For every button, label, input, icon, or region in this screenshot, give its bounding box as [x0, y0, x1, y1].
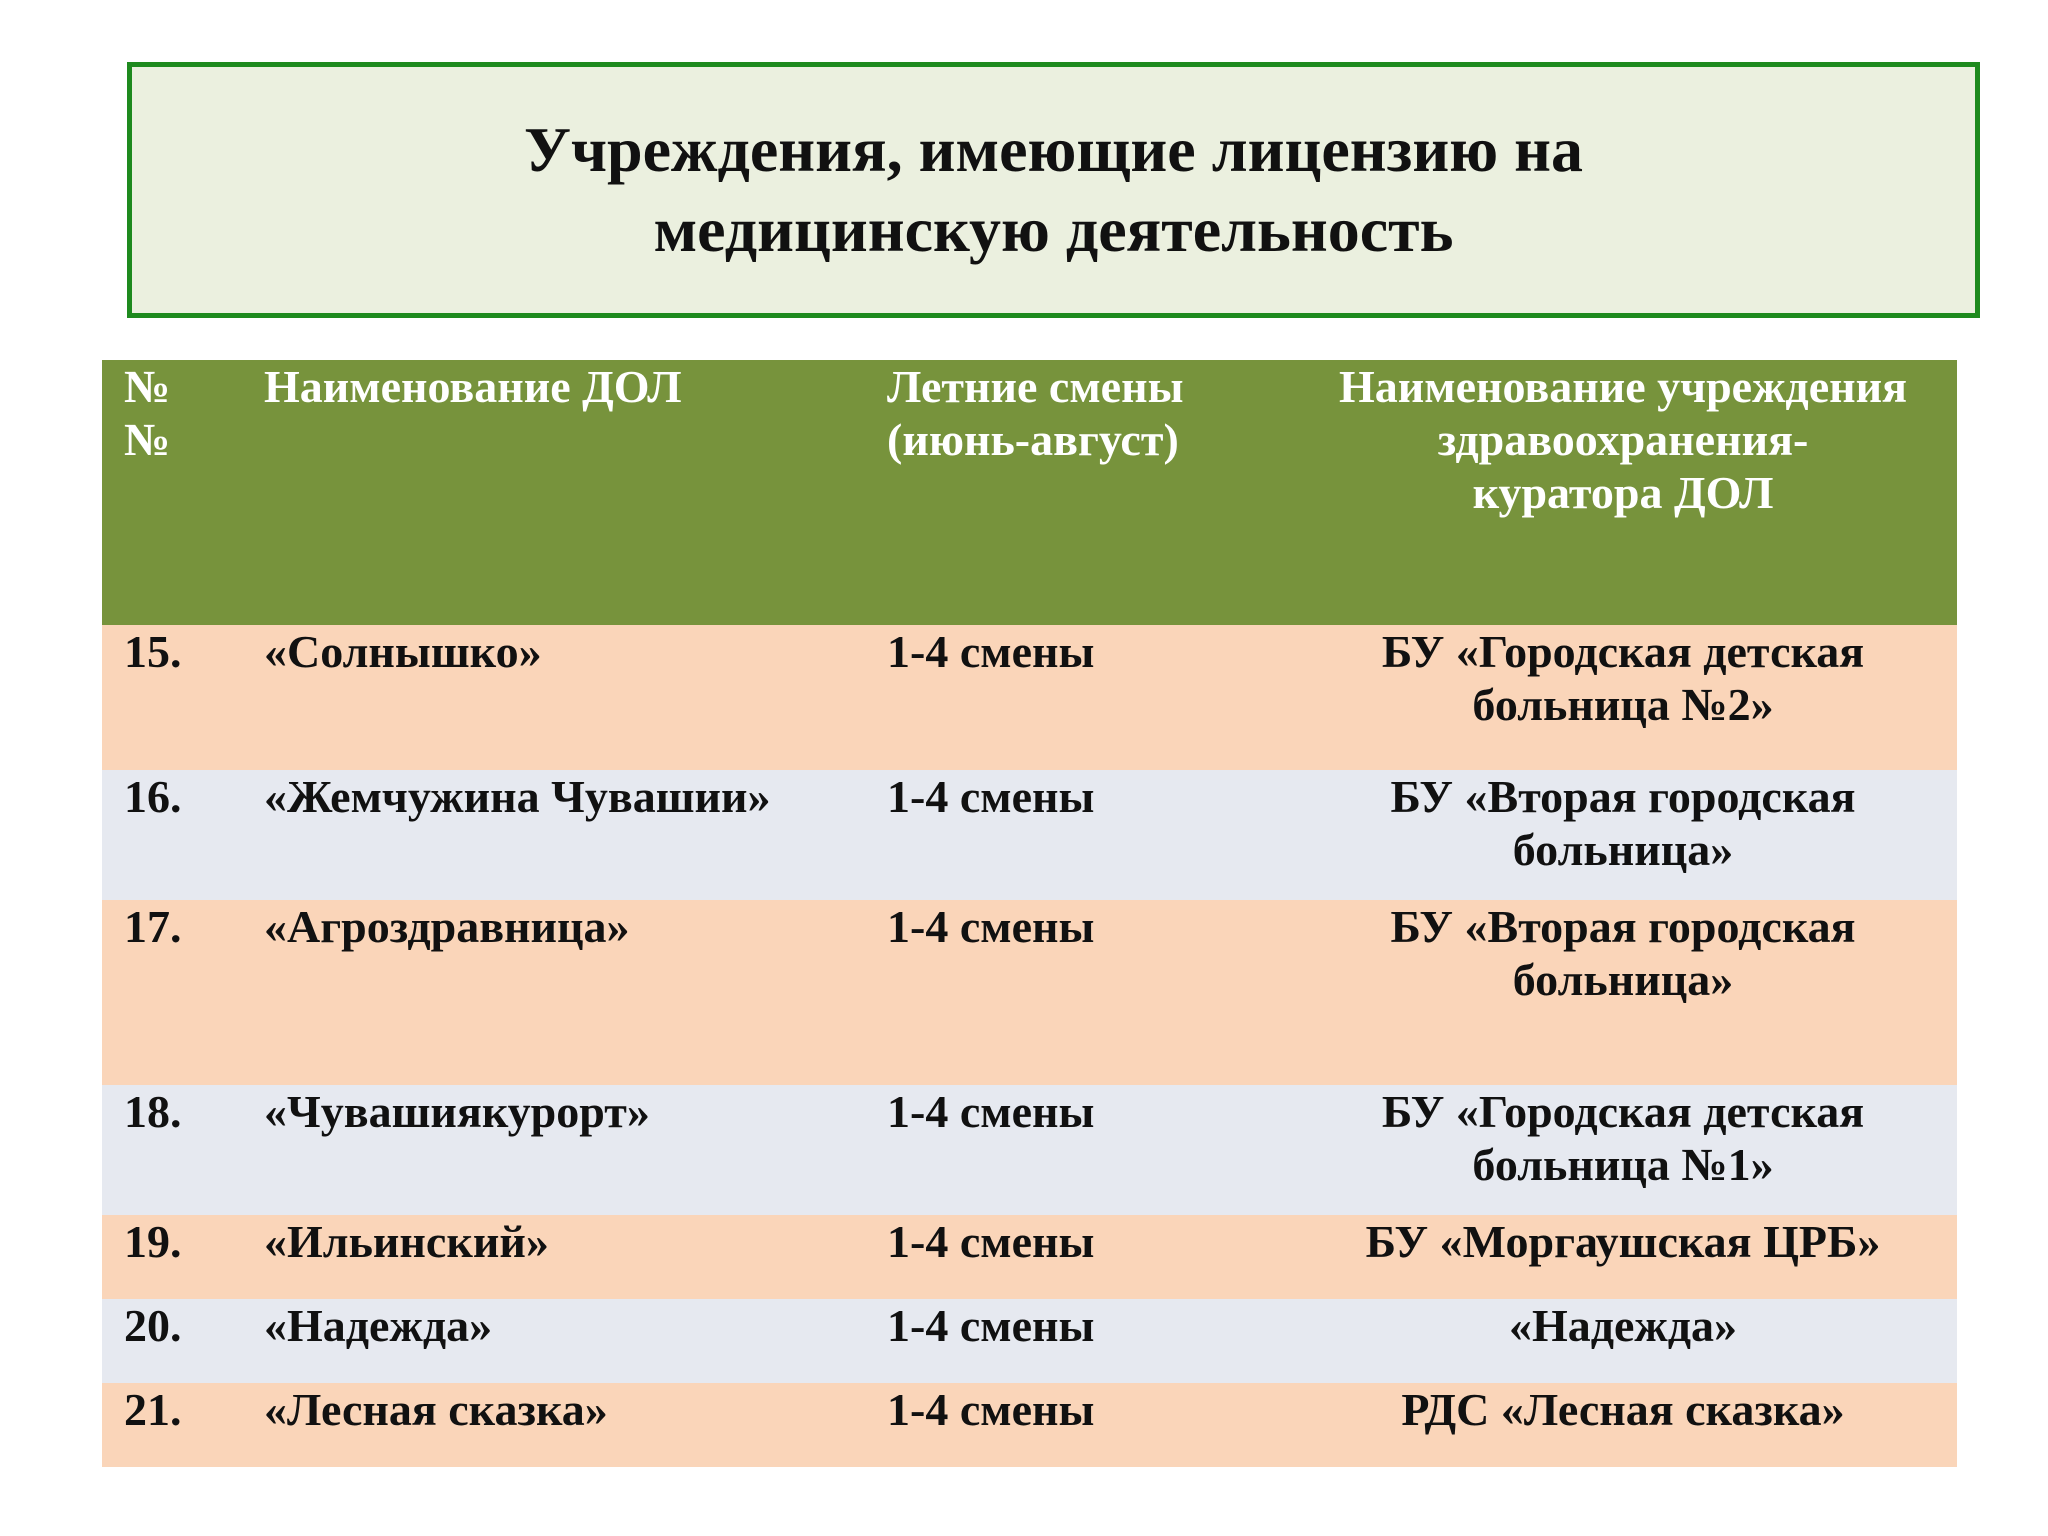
- row-number: 18.: [124, 1086, 182, 1137]
- table-row: [102, 1383, 1957, 1467]
- row-number: 15.: [124, 626, 182, 677]
- curator: «Надежда»: [1508, 1300, 1738, 1351]
- camp-name: «Агроздравница»: [264, 901, 630, 952]
- camp-name: «Чувашиякурорт»: [264, 1086, 650, 1137]
- curator: РДС «Лесная сказка»: [1401, 1384, 1845, 1435]
- title-line-1: Учреждения, имеющие лицензию на: [523, 114, 1584, 185]
- curator: БУ «Городская детская больница №1»: [1381, 1086, 1865, 1190]
- header-shifts: Летние смены (июнь-август): [887, 361, 1184, 465]
- row-number: 19.: [124, 1216, 182, 1267]
- curator: БУ «Городская детская больница №2»: [1381, 626, 1865, 730]
- header-number: № №: [124, 361, 171, 465]
- table-row: [102, 1085, 1957, 1215]
- shifts: 1-4 смены: [887, 1300, 1095, 1351]
- row-number: 20.: [124, 1300, 182, 1351]
- row-number: 21.: [124, 1384, 182, 1435]
- camp-name: «Надежда»: [264, 1300, 493, 1351]
- table-row: [102, 1215, 1957, 1299]
- table-header-row: [102, 360, 1957, 625]
- table-row: [102, 770, 1957, 900]
- shifts: 1-4 смены: [887, 1216, 1095, 1267]
- curator: БУ «Моргаушская ЦРБ»: [1365, 1216, 1881, 1267]
- shifts: 1-4 смены: [887, 771, 1095, 822]
- curator: БУ «Вторая городская больница»: [1390, 901, 1856, 1005]
- row-number: 17.: [124, 901, 182, 952]
- title-line-2: медицинскую деятельность: [653, 194, 1454, 265]
- title-box: [127, 62, 1980, 318]
- shifts: 1-4 смены: [887, 901, 1095, 952]
- shifts: 1-4 смены: [887, 1384, 1095, 1435]
- shifts: 1-4 смены: [887, 626, 1095, 677]
- camp-name: «Ильинский»: [264, 1216, 549, 1267]
- table-row: [102, 625, 1957, 770]
- table-row: [102, 1299, 1957, 1383]
- camp-name: «Жемчужина Чувашии»: [264, 771, 771, 822]
- camp-name: «Лесная сказка»: [264, 1384, 608, 1435]
- header-camp-name: Наименование ДОЛ: [264, 361, 682, 412]
- row-number: 16.: [124, 771, 182, 822]
- camps-table: [102, 360, 1957, 1467]
- shifts: 1-4 смены: [887, 1086, 1095, 1137]
- header-curator: Наименование учреждения здравоохранения- куратора ДОЛ: [1338, 361, 1908, 518]
- curator: БУ «Вторая городская больница»: [1390, 771, 1856, 875]
- camp-name: «Солнышко»: [264, 626, 542, 677]
- table-row: [102, 900, 1957, 1085]
